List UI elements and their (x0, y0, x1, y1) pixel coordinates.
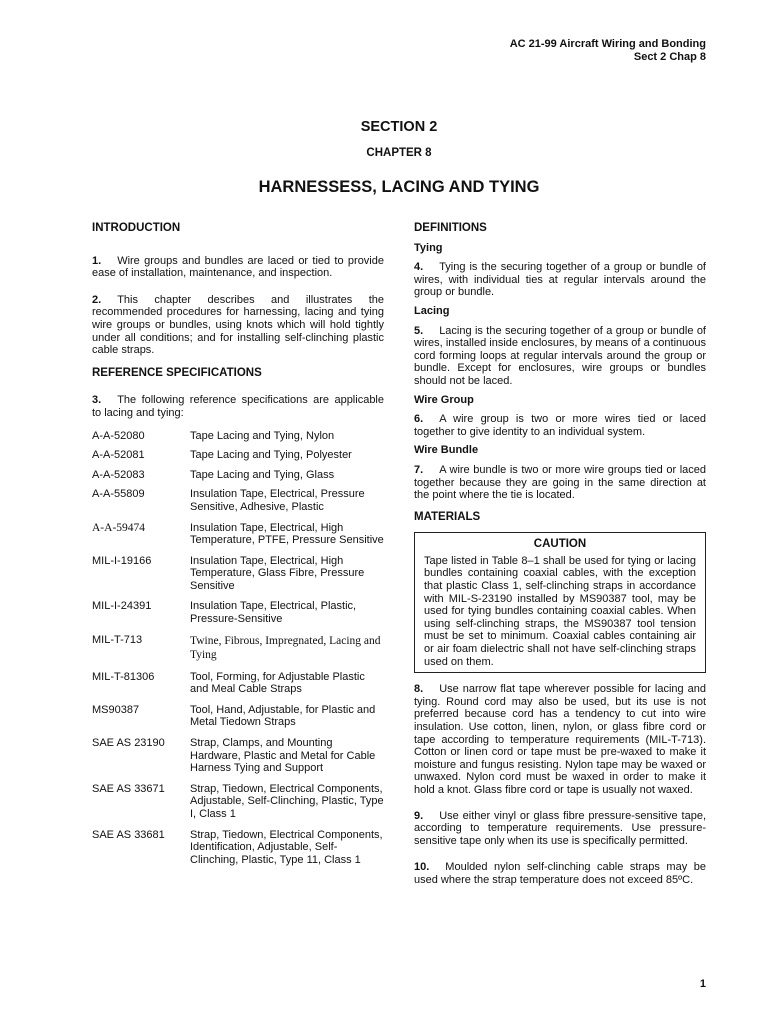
spec-code: SAE AS 23190 (92, 737, 165, 750)
paragraph-10 (414, 861, 706, 886)
paragraph-4 (414, 261, 706, 299)
spec-code: MIL-I-24391 (92, 600, 152, 613)
paragraph-text: Tying is the securing together of a group or bundle of wires, with individual ties at regular intervals around the group or bundle. (414, 261, 706, 299)
header-section-chapter: Sect 2 Chap 8 (633, 51, 706, 63)
paragraph-text: Use either vinyl or glass fibre pressure-sensitive tape, according to temperature requirements. Use pressure-sensitive tape only when its use is specifically permitted. (414, 809, 706, 847)
section-title: SECTION 2 (360, 119, 438, 135)
page-number: 1 (699, 978, 706, 990)
spec-code: MIL-I-19166 (92, 554, 152, 567)
spec-row (92, 704, 384, 729)
paragraph-3 (92, 394, 384, 419)
left-column (92, 222, 384, 866)
spec-code: A-A-52083 (92, 468, 145, 481)
paragraph-number: 4. (414, 261, 424, 274)
spec-row (92, 671, 384, 696)
definitions-heading: DEFINITIONS (414, 222, 487, 234)
spec-description: Insulation Tape, Electrical, Plastic, Pressure-Sensitive (190, 600, 357, 626)
paragraph-number: 10. (414, 861, 430, 874)
paragraph-text: This chapter describes and illustrates the recommended procedures for harnessing, lacing and tying wire groups or bundles, using knots which will hold tightly under all conditions; and for installing self-clinching plastic cable straps. (92, 293, 384, 357)
spec-row (92, 737, 384, 775)
paragraph-text: Wire groups and bundles are laced or tied to provide ease of installation, maintenance, and inspection. (92, 254, 384, 280)
specifications-list (92, 430, 384, 867)
chapter-title: CHAPTER 8 (366, 147, 432, 159)
caution-box (414, 532, 706, 673)
paragraph-2 (92, 294, 384, 357)
spec-code: A-A-52081 (92, 449, 145, 462)
page-title: HARNESSESS, LACING AND TYING (258, 178, 540, 196)
spec-code: MIL-T-713 (92, 633, 143, 646)
spec-description: Insulation Tape, Electrical, High Temperature, PTFE, Pressure Sensitive (190, 521, 384, 547)
right-column (414, 222, 706, 887)
reference-specifications-heading: REFERENCE SPECIFICATIONS (92, 366, 262, 379)
tying-heading: Tying (414, 241, 443, 254)
paragraph-6 (414, 413, 706, 438)
paragraph-number: 5. (414, 324, 424, 337)
spec-code: MIL-T-81306 (92, 670, 155, 683)
paragraph-9 (414, 810, 706, 848)
spec-description: Tape Lacing and Tying, Glass (190, 468, 335, 481)
spec-description: Strap, Tiedown, Electrical Components, Adjustable, Self-Clinching, Plastic, Type I, Class 1 (190, 782, 384, 820)
spec-row (92, 829, 384, 867)
paragraph-number: 2. (92, 293, 102, 306)
spec-row (92, 449, 384, 462)
paragraph-number: 6. (414, 413, 424, 426)
caution-text: Tape listed in Table 8–1 shall be used for tying or lacing bundles containing coaxial cables, with the exception that plastic Class 1, self-clinching straps in accordance with MIL-S-23190 installed by MS90387 tool, may be used for tying bundles containing coaxial cables. When using self-clinching straps, the MS90387 tool tension must be set to minimum. Coaxial cables containing air or air foam dielectric shall not have self-clinching straps used on them. (424, 554, 696, 668)
paragraph-1 (92, 255, 384, 280)
wire-group-heading: Wire Group (414, 393, 474, 406)
paragraph-text: Use narrow flat tape wherever possible for lacing and tying. Round cord may also be used, but its use is not preferred because cord has a tendency to cut into wire insulation. Use cotton, linen, nylon, or glass fibre cord or tape according to temperature requirements (MIL-T-713). Cotton or linen cord or tape must be pre-waxed to make it moisture and fungus resisting. Nylon tape may be waxed or unwaxed. Nylon cord must be waxed in order to make it hold a knot. Glass fibre cord or tape is usually not waxed. (414, 683, 706, 796)
paragraph-text: Moulded nylon self-clinching cable straps may be used where the strap temperature does not exceed 85ºC. (414, 861, 706, 886)
paragraph-number: 1. (92, 254, 102, 267)
lacing-heading: Lacing (414, 304, 450, 317)
paragraph-text: A wire bundle is two or more wire groups tied or laced together because they are going in the same direction at the point where the tie is located. (414, 463, 706, 502)
spec-description: Tool, Forming, for Adjustable Plastic and Meal Cable Straps (190, 670, 365, 696)
spec-row (92, 430, 384, 443)
spec-code: SAE AS 33681 (92, 828, 165, 841)
spec-code: A-A-59474 (92, 521, 146, 534)
paragraph-text: A wire group is two or more wires tied or laced together to give identity to an individual system. (414, 413, 706, 438)
paragraph-7 (414, 464, 706, 502)
spec-description: Tape Lacing and Tying, Polyester (190, 449, 352, 462)
spec-description: Tape Lacing and Tying, Nylon (190, 429, 335, 442)
spec-code: A-A-52080 (92, 429, 145, 442)
introduction-heading: INTRODUCTION (92, 222, 181, 234)
spec-code: MS90387 (92, 703, 140, 716)
header-document-title: AC 21-99 Aircraft Wiring and Bonding (509, 38, 706, 50)
paragraph-5 (414, 325, 706, 388)
caution-title: CAUTION (533, 538, 587, 551)
spec-code: SAE AS 33671 (92, 782, 165, 795)
spec-row (92, 783, 384, 821)
spec-row (92, 469, 384, 482)
paragraph-number: 8. (414, 683, 424, 696)
spec-description: Twine, Fibrous, Impregnated, Lacing and Tying (190, 634, 381, 662)
spec-row (92, 555, 384, 593)
paragraph-number: 3. (92, 394, 102, 407)
spec-description: Tool, Hand, Adjustable, for Plastic and Metal Tiedown Straps (190, 703, 376, 729)
spec-code: A-A-55809 (92, 488, 145, 501)
paragraph-number: 7. (414, 463, 424, 476)
spec-row (92, 522, 384, 547)
spec-row (92, 600, 384, 625)
wire-bundle-heading: Wire Bundle (414, 444, 479, 457)
spec-row (92, 634, 384, 663)
materials-heading: MATERIALS (414, 510, 481, 523)
running-header (510, 38, 706, 64)
spec-description: Insulation Tape, Electrical, High Temperature, Glass Fibre, Pressure Sensitive (190, 554, 365, 592)
spec-description: Insulation Tape, Electrical, Pressure Sensitive, Adhesive, Plastic (190, 488, 365, 513)
paragraph-text: Lacing is the securing together of a group or bundle of wires, installed inside enclosures, by means of a continuous cord forming loops at regular intervals around the group or bundle. Except for enclosures, wire groups or bundles should not be laced. (414, 324, 706, 387)
spec-description: Strap, Clamps, and Mounting Hardware, Plastic and Metal for Cable Harness Tying and Support (190, 737, 376, 775)
paragraph-number: 9. (414, 809, 424, 822)
spec-row (92, 488, 384, 513)
paragraph-text: The following reference specifications are applicable to lacing and tying: (92, 394, 384, 419)
paragraph-8 (414, 683, 706, 796)
spec-description: Strap, Tiedown, Electrical Components, Identification, Adjustable, Self-Clinching, Plastic, Type 11, Class 1 (190, 828, 383, 866)
